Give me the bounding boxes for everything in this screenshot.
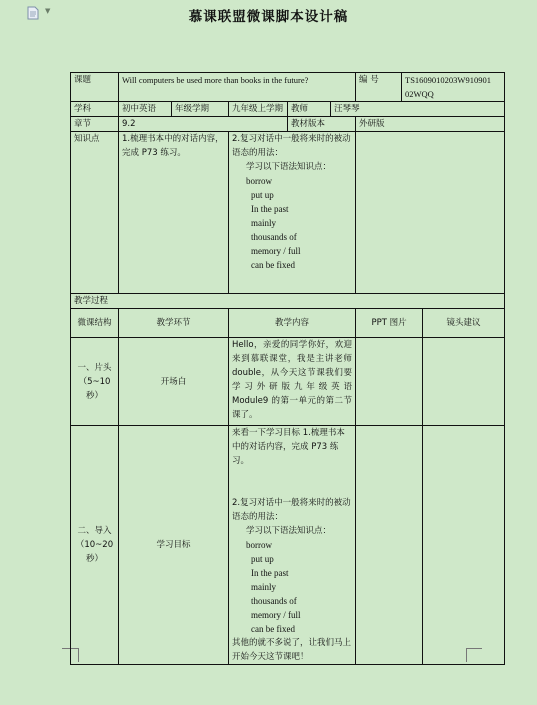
list-item: In the past	[251, 204, 289, 214]
script-table	[70, 72, 505, 665]
content-cell[interactable]: Hello，亲爱的同学你好，欢迎来到慕联课堂，我是主讲老师double，从今天这节课我们要学习外研版九年级英语Module9 的第一单元的第二节课了。	[229, 338, 356, 426]
column-header-ppt: PPT 图片	[356, 309, 423, 338]
list-item: thousands of	[251, 596, 297, 606]
topic-value[interactable]: Will computers be used more than books in the future?	[119, 73, 356, 102]
list-item: put up	[251, 190, 274, 200]
table-row	[71, 132, 505, 294]
textbook-label: 教材版本	[288, 117, 356, 132]
column-header-content: 教学内容	[229, 309, 356, 338]
table-row	[71, 117, 505, 132]
list-item: memory / full	[251, 246, 301, 256]
table-row	[71, 73, 505, 102]
code-value[interactable]: TS1609010203W910901 02WQQ	[402, 73, 505, 102]
step-cell[interactable]: 开场白	[119, 338, 229, 426]
list-item: mainly	[251, 218, 276, 228]
topic-label: 课题	[71, 73, 119, 102]
code-label: 编 号	[356, 73, 402, 102]
structure-cell[interactable]: 一、片头 （5~10 秒）	[71, 338, 119, 426]
caret-down-icon[interactable]: ▼	[45, 7, 51, 15]
ppt-cell[interactable]	[356, 426, 423, 665]
column-header-structure: 微课结构	[71, 309, 119, 338]
list-item: thousands of	[251, 232, 297, 242]
list-item: memory / full	[251, 610, 301, 620]
list-item: can be fixed	[251, 260, 295, 270]
list-item: mainly	[251, 582, 276, 592]
content-cell[interactable]: 来看一下学习目标 1.梳理书本中的对话内容，完成 P73 练习。 2.复习对话中一般将来时的被动语态的用法： 学习以下语法知识点： borrow put up In the past mainly thousands of memory / full can be fixed 其他的就不多说了，让我们马上开始今天这节课吧！	[229, 426, 356, 665]
step-cell[interactable]: 学习目标	[119, 426, 229, 665]
column-header-camera: 镜头建议	[423, 309, 505, 338]
structure-cell[interactable]: 二、导入 （10~20 秒）	[71, 426, 119, 665]
knowledge-label: 知识点	[71, 132, 119, 294]
table-row	[71, 309, 505, 338]
list-item: borrow	[246, 176, 272, 186]
ppt-cell[interactable]	[356, 338, 423, 426]
knowledge-point-1[interactable]: 1.梳理书本中的对话内容，完成 P73 练习。	[119, 132, 229, 294]
list-item: In the past	[251, 568, 289, 578]
camera-cell[interactable]	[423, 426, 505, 665]
teacher-label: 教师	[288, 102, 331, 117]
process-label: 教学过程	[71, 294, 505, 309]
knowledge-extra[interactable]	[356, 132, 505, 294]
list-item: can be fixed	[251, 624, 295, 634]
chapter-label: 章节	[71, 117, 119, 132]
table-row	[71, 102, 505, 117]
grade-label: 年级学期	[172, 102, 229, 117]
column-header-step: 教学环节	[119, 309, 229, 338]
chapter-value[interactable]: 9.2	[119, 117, 288, 132]
list-item: borrow	[246, 540, 272, 550]
table-row	[71, 426, 505, 665]
teacher-value[interactable]: 汪琴琴	[331, 102, 505, 117]
table-row	[71, 338, 505, 426]
list-item: put up	[251, 554, 274, 564]
table-row	[71, 294, 505, 309]
knowledge-point-2[interactable]: 2.复习对话中一般将来时的被动语态的用法： 学习以下语法知识点： borrow put up In the past mainly thousands of memory / full can be fixed	[229, 132, 356, 294]
textbook-value[interactable]: 外研版	[356, 117, 505, 132]
camera-cell[interactable]	[423, 338, 505, 426]
page-title: 慕课联盟微课脚本设计稿	[188, 9, 349, 25]
subject-value[interactable]: 初中英语	[119, 102, 172, 117]
grade-value[interactable]: 九年级上学期	[229, 102, 288, 117]
subject-label: 学科	[71, 102, 119, 117]
